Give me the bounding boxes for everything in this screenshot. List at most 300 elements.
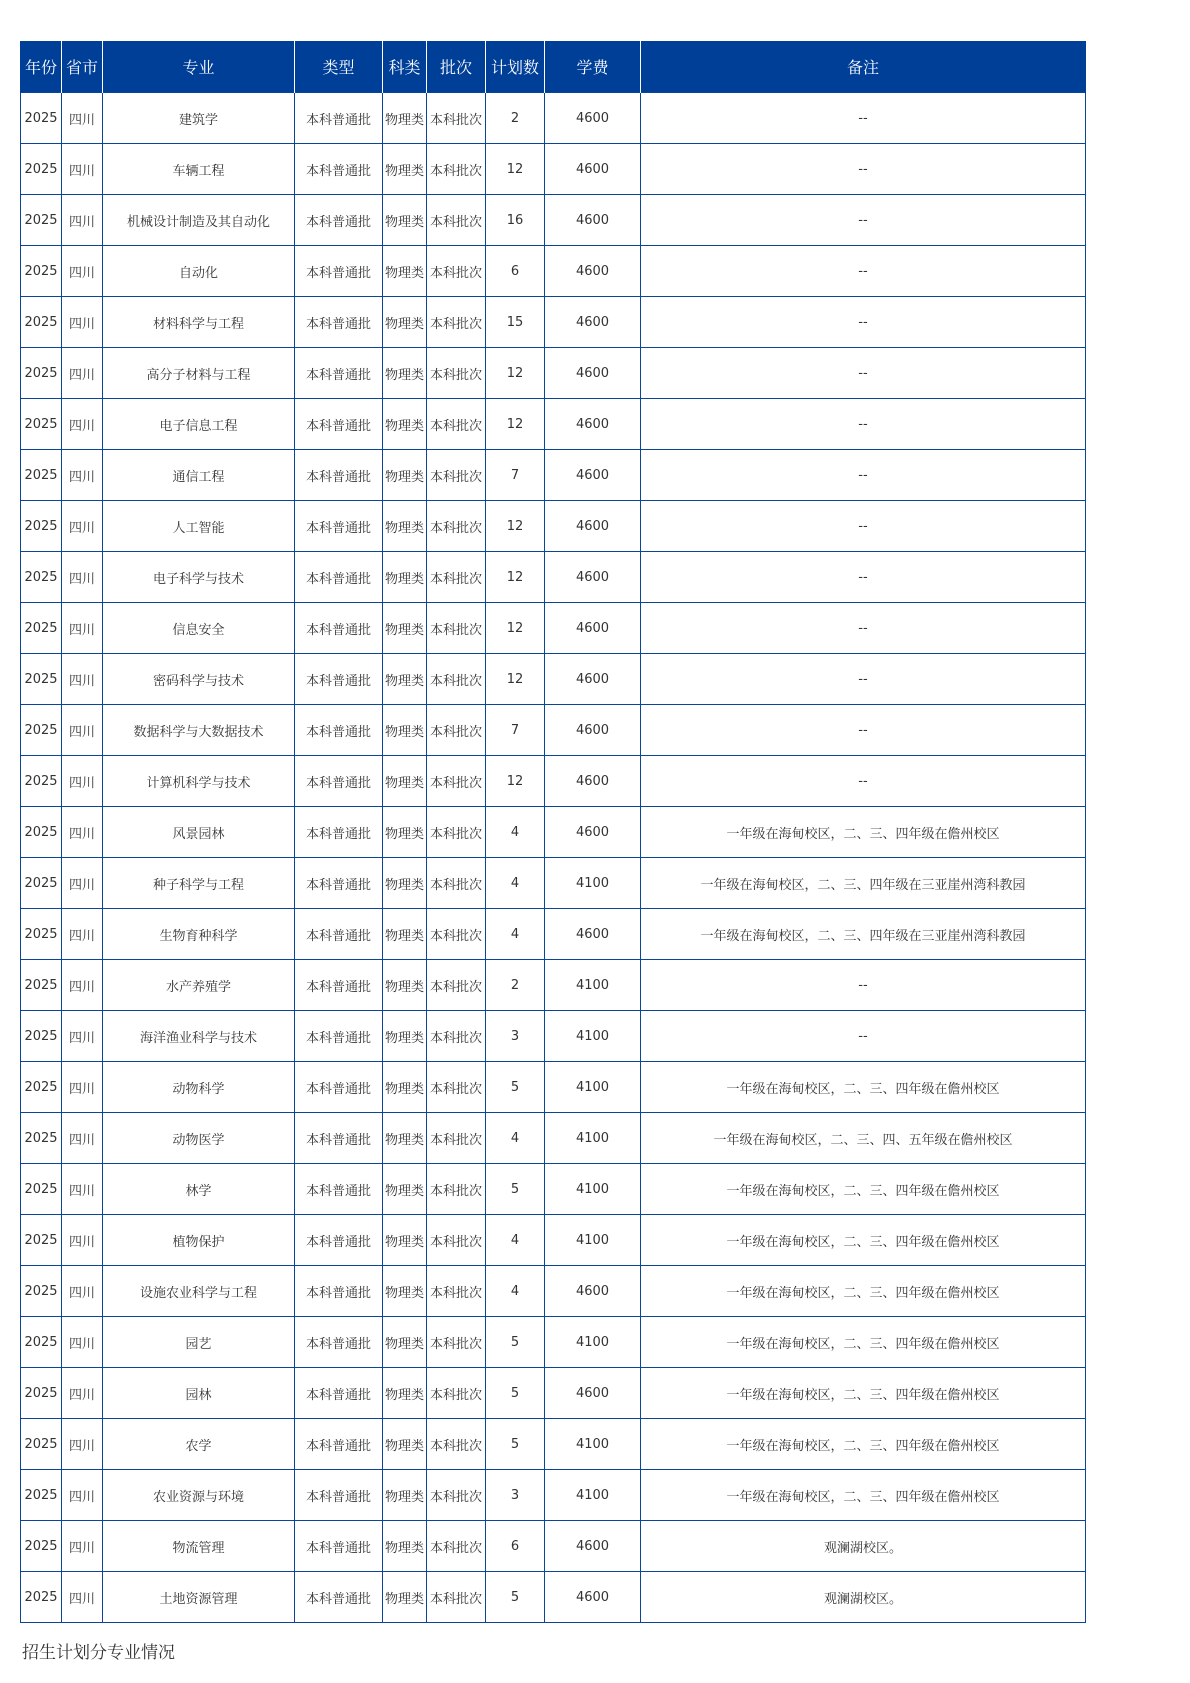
cell-type: 本科普通批 — [295, 1572, 383, 1623]
table-row — [21, 960, 1086, 1011]
cell-batch: 本科批次 — [427, 909, 486, 960]
cell-plan-count: 7 — [486, 705, 545, 756]
cell-batch: 本科批次 — [427, 195, 486, 246]
table-row — [21, 399, 1086, 450]
cell-plan-count: 5 — [486, 1368, 545, 1419]
table-row — [21, 1113, 1086, 1164]
cell-tuition: 4600 — [545, 654, 641, 705]
cell-type: 本科普通批 — [295, 1215, 383, 1266]
table-row — [21, 807, 1086, 858]
cell-major: 电子科学与技术 — [103, 552, 295, 603]
cell-major: 设施农业科学与工程 — [103, 1266, 295, 1317]
cell-major: 种子科学与工程 — [103, 858, 295, 909]
cell-batch: 本科批次 — [427, 1521, 486, 1572]
table-row — [21, 858, 1086, 909]
cell-remarks: -- — [641, 603, 1086, 654]
cell-year: 2025 — [21, 501, 62, 552]
cell-tuition: 4600 — [545, 399, 641, 450]
cell-type: 本科普通批 — [295, 1266, 383, 1317]
cell-subject-category: 物理类 — [383, 297, 427, 348]
cell-plan-count: 2 — [486, 93, 545, 144]
cell-tuition: 4600 — [545, 705, 641, 756]
cell-subject-category: 物理类 — [383, 909, 427, 960]
cell-province: 四川 — [62, 1419, 103, 1470]
cell-type: 本科普通批 — [295, 1368, 383, 1419]
cell-subject-category: 物理类 — [383, 960, 427, 1011]
header-tuition: 学费 — [545, 41, 641, 93]
cell-tuition: 4600 — [545, 1521, 641, 1572]
cell-year: 2025 — [21, 1062, 62, 1113]
table-row — [21, 501, 1086, 552]
cell-major: 车辆工程 — [103, 144, 295, 195]
cell-year: 2025 — [21, 552, 62, 603]
cell-plan-count: 4 — [486, 1215, 545, 1266]
header-major: 专业 — [103, 41, 295, 93]
header-type: 类型 — [295, 41, 383, 93]
cell-plan-count: 12 — [486, 603, 545, 654]
cell-remarks: 一年级在海甸校区，二、三、四年级在儋州校区 — [641, 1164, 1086, 1215]
table-row — [21, 909, 1086, 960]
cell-year: 2025 — [21, 1113, 62, 1164]
cell-major: 动物科学 — [103, 1062, 295, 1113]
enrollment-plan-table-container — [20, 41, 1085, 1623]
cell-province: 四川 — [62, 552, 103, 603]
cell-major: 建筑学 — [103, 93, 295, 144]
cell-batch: 本科批次 — [427, 552, 486, 603]
cell-tuition: 4100 — [545, 1317, 641, 1368]
cell-year: 2025 — [21, 1572, 62, 1623]
cell-province: 四川 — [62, 909, 103, 960]
cell-type: 本科普通批 — [295, 552, 383, 603]
cell-tuition: 4600 — [545, 552, 641, 603]
cell-tuition: 4100 — [545, 1419, 641, 1470]
cell-tuition: 4600 — [545, 348, 641, 399]
cell-subject-category: 物理类 — [383, 501, 427, 552]
cell-province: 四川 — [62, 756, 103, 807]
cell-type: 本科普通批 — [295, 297, 383, 348]
cell-batch: 本科批次 — [427, 705, 486, 756]
cell-batch: 本科批次 — [427, 1470, 486, 1521]
cell-subject-category: 物理类 — [383, 144, 427, 195]
cell-remarks: -- — [641, 399, 1086, 450]
cell-plan-count: 2 — [486, 960, 545, 1011]
cell-batch: 本科批次 — [427, 144, 486, 195]
cell-year: 2025 — [21, 1011, 62, 1062]
cell-major: 农业资源与环境 — [103, 1470, 295, 1521]
cell-major: 生物育种科学 — [103, 909, 295, 960]
cell-year: 2025 — [21, 1164, 62, 1215]
cell-tuition: 4600 — [545, 603, 641, 654]
table-row — [21, 552, 1086, 603]
cell-province: 四川 — [62, 1164, 103, 1215]
cell-plan-count: 5 — [486, 1317, 545, 1368]
cell-remarks: -- — [641, 1011, 1086, 1062]
cell-major: 计算机科学与技术 — [103, 756, 295, 807]
cell-year: 2025 — [21, 246, 62, 297]
cell-province: 四川 — [62, 1572, 103, 1623]
cell-major: 园艺 — [103, 1317, 295, 1368]
table-row — [21, 1572, 1086, 1623]
cell-type: 本科普通批 — [295, 909, 383, 960]
cell-tuition: 4600 — [545, 144, 641, 195]
table-row — [21, 348, 1086, 399]
cell-batch: 本科批次 — [427, 603, 486, 654]
cell-batch: 本科批次 — [427, 1164, 486, 1215]
cell-province: 四川 — [62, 1062, 103, 1113]
cell-major: 信息安全 — [103, 603, 295, 654]
header-year: 年份 — [21, 41, 62, 93]
cell-plan-count: 12 — [486, 552, 545, 603]
cell-subject-category: 物理类 — [383, 807, 427, 858]
cell-major: 机械设计制造及其自动化 — [103, 195, 295, 246]
cell-batch: 本科批次 — [427, 1215, 486, 1266]
cell-major: 自动化 — [103, 246, 295, 297]
cell-batch: 本科批次 — [427, 93, 486, 144]
cell-tuition: 4100 — [545, 1164, 641, 1215]
cell-tuition: 4600 — [545, 756, 641, 807]
cell-type: 本科普通批 — [295, 807, 383, 858]
cell-year: 2025 — [21, 348, 62, 399]
cell-plan-count: 7 — [486, 450, 545, 501]
cell-plan-count: 3 — [486, 1011, 545, 1062]
cell-year: 2025 — [21, 1368, 62, 1419]
cell-major: 植物保护 — [103, 1215, 295, 1266]
cell-plan-count: 4 — [486, 909, 545, 960]
enrollment-plan-table — [20, 41, 1086, 1623]
cell-batch: 本科批次 — [427, 1113, 486, 1164]
cell-remarks: 观澜湖校区。 — [641, 1521, 1086, 1572]
cell-remarks: -- — [641, 450, 1086, 501]
cell-year: 2025 — [21, 960, 62, 1011]
cell-plan-count: 12 — [486, 501, 545, 552]
cell-batch: 本科批次 — [427, 1317, 486, 1368]
cell-plan-count: 5 — [486, 1062, 545, 1113]
table-row — [21, 297, 1086, 348]
cell-batch: 本科批次 — [427, 297, 486, 348]
cell-tuition: 4100 — [545, 858, 641, 909]
cell-batch: 本科批次 — [427, 450, 486, 501]
cell-major: 风景园林 — [103, 807, 295, 858]
table-caption: 招生计划分专业情况 — [22, 1643, 175, 1663]
table-row — [21, 705, 1086, 756]
cell-subject-category: 物理类 — [383, 756, 427, 807]
cell-batch: 本科批次 — [427, 1572, 486, 1623]
cell-province: 四川 — [62, 348, 103, 399]
cell-major: 高分子材料与工程 — [103, 348, 295, 399]
cell-province: 四川 — [62, 246, 103, 297]
cell-year: 2025 — [21, 1266, 62, 1317]
cell-type: 本科普通批 — [295, 399, 383, 450]
cell-year: 2025 — [21, 705, 62, 756]
cell-subject-category: 物理类 — [383, 399, 427, 450]
cell-remarks: -- — [641, 348, 1086, 399]
cell-plan-count: 4 — [486, 1113, 545, 1164]
cell-batch: 本科批次 — [427, 1062, 486, 1113]
table-row — [21, 756, 1086, 807]
cell-batch: 本科批次 — [427, 807, 486, 858]
table-row — [21, 1368, 1086, 1419]
cell-province: 四川 — [62, 1317, 103, 1368]
cell-subject-category: 物理类 — [383, 195, 427, 246]
cell-type: 本科普通批 — [295, 858, 383, 909]
cell-province: 四川 — [62, 450, 103, 501]
cell-remarks: -- — [641, 705, 1086, 756]
cell-tuition: 4600 — [545, 501, 641, 552]
cell-remarks: 一年级在海甸校区，二、三、四年级在儋州校区 — [641, 1470, 1086, 1521]
cell-plan-count: 6 — [486, 1521, 545, 1572]
cell-subject-category: 物理类 — [383, 1521, 427, 1572]
cell-subject-category: 物理类 — [383, 93, 427, 144]
cell-subject-category: 物理类 — [383, 246, 427, 297]
cell-batch: 本科批次 — [427, 654, 486, 705]
cell-type: 本科普通批 — [295, 1419, 383, 1470]
cell-province: 四川 — [62, 858, 103, 909]
cell-year: 2025 — [21, 450, 62, 501]
table-row — [21, 1266, 1086, 1317]
cell-batch: 本科批次 — [427, 348, 486, 399]
cell-remarks: -- — [641, 960, 1086, 1011]
cell-plan-count: 5 — [486, 1164, 545, 1215]
cell-plan-count: 4 — [486, 807, 545, 858]
table-row — [21, 1062, 1086, 1113]
header-remarks: 备注 — [641, 41, 1086, 93]
cell-plan-count: 6 — [486, 246, 545, 297]
cell-subject-category: 物理类 — [383, 1215, 427, 1266]
cell-plan-count: 5 — [486, 1572, 545, 1623]
cell-plan-count: 16 — [486, 195, 545, 246]
cell-major: 园林 — [103, 1368, 295, 1419]
cell-province: 四川 — [62, 1215, 103, 1266]
cell-plan-count: 4 — [486, 858, 545, 909]
cell-plan-count: 12 — [486, 399, 545, 450]
cell-province: 四川 — [62, 93, 103, 144]
cell-tuition: 4600 — [545, 93, 641, 144]
cell-type: 本科普通批 — [295, 246, 383, 297]
cell-plan-count: 3 — [486, 1470, 545, 1521]
cell-subject-category: 物理类 — [383, 552, 427, 603]
cell-tuition: 4600 — [545, 246, 641, 297]
cell-type: 本科普通批 — [295, 1521, 383, 1572]
cell-tuition: 4100 — [545, 1062, 641, 1113]
cell-province: 四川 — [62, 1113, 103, 1164]
cell-type: 本科普通批 — [295, 960, 383, 1011]
cell-major: 数据科学与大数据技术 — [103, 705, 295, 756]
table-row — [21, 1521, 1086, 1572]
cell-year: 2025 — [21, 297, 62, 348]
table-header-row — [21, 41, 1086, 93]
cell-major: 密码科学与技术 — [103, 654, 295, 705]
cell-remarks: -- — [641, 756, 1086, 807]
cell-batch: 本科批次 — [427, 1011, 486, 1062]
cell-tuition: 4600 — [545, 807, 641, 858]
cell-province: 四川 — [62, 705, 103, 756]
table-row — [21, 654, 1086, 705]
cell-tuition: 4100 — [545, 1113, 641, 1164]
cell-type: 本科普通批 — [295, 1062, 383, 1113]
cell-type: 本科普通批 — [295, 603, 383, 654]
cell-subject-category: 物理类 — [383, 1062, 427, 1113]
cell-remarks: -- — [641, 297, 1086, 348]
table-body — [21, 93, 1086, 1623]
cell-tuition: 4600 — [545, 1266, 641, 1317]
cell-remarks: 一年级在海甸校区，二、三、四年级在三亚崖州湾科教园 — [641, 858, 1086, 909]
cell-province: 四川 — [62, 1266, 103, 1317]
cell-batch: 本科批次 — [427, 858, 486, 909]
cell-province: 四川 — [62, 1368, 103, 1419]
cell-remarks: 一年级在海甸校区，二、三、四年级在儋州校区 — [641, 807, 1086, 858]
cell-type: 本科普通批 — [295, 1470, 383, 1521]
table-row — [21, 450, 1086, 501]
cell-year: 2025 — [21, 195, 62, 246]
cell-subject-category: 物理类 — [383, 654, 427, 705]
cell-subject-category: 物理类 — [383, 1113, 427, 1164]
cell-year: 2025 — [21, 93, 62, 144]
cell-province: 四川 — [62, 654, 103, 705]
cell-batch: 本科批次 — [427, 501, 486, 552]
cell-batch: 本科批次 — [427, 960, 486, 1011]
header-plan-count: 计划数 — [486, 41, 545, 93]
cell-year: 2025 — [21, 756, 62, 807]
cell-province: 四川 — [62, 807, 103, 858]
cell-province: 四川 — [62, 297, 103, 348]
cell-province: 四川 — [62, 1470, 103, 1521]
cell-remarks: -- — [641, 144, 1086, 195]
cell-subject-category: 物理类 — [383, 1368, 427, 1419]
header-subject-category: 科类 — [383, 41, 427, 93]
cell-province: 四川 — [62, 399, 103, 450]
cell-type: 本科普通批 — [295, 1011, 383, 1062]
cell-major: 土地资源管理 — [103, 1572, 295, 1623]
cell-major: 海洋渔业科学与技术 — [103, 1011, 295, 1062]
table-row — [21, 1317, 1086, 1368]
cell-tuition: 4100 — [545, 960, 641, 1011]
table-row — [21, 195, 1086, 246]
cell-type: 本科普通批 — [295, 654, 383, 705]
cell-remarks: 一年级在海甸校区，二、三、四年级在儋州校区 — [641, 1215, 1086, 1266]
cell-remarks: -- — [641, 654, 1086, 705]
cell-type: 本科普通批 — [295, 501, 383, 552]
cell-subject-category: 物理类 — [383, 1572, 427, 1623]
cell-major: 电子信息工程 — [103, 399, 295, 450]
cell-subject-category: 物理类 — [383, 858, 427, 909]
cell-tuition: 4600 — [545, 909, 641, 960]
cell-subject-category: 物理类 — [383, 348, 427, 399]
cell-tuition: 4100 — [545, 1215, 641, 1266]
header-province: 省市 — [62, 41, 103, 93]
cell-remarks: -- — [641, 552, 1086, 603]
cell-province: 四川 — [62, 501, 103, 552]
cell-plan-count: 5 — [486, 1419, 545, 1470]
table-row — [21, 1215, 1086, 1266]
cell-batch: 本科批次 — [427, 1266, 486, 1317]
cell-remarks: 一年级在海甸校区，二、三、四年级在儋州校区 — [641, 1368, 1086, 1419]
cell-year: 2025 — [21, 1419, 62, 1470]
cell-batch: 本科批次 — [427, 756, 486, 807]
cell-major: 通信工程 — [103, 450, 295, 501]
cell-major: 人工智能 — [103, 501, 295, 552]
cell-major: 材料科学与工程 — [103, 297, 295, 348]
cell-remarks: 观澜湖校区。 — [641, 1572, 1086, 1623]
cell-type: 本科普通批 — [295, 348, 383, 399]
cell-batch: 本科批次 — [427, 1419, 486, 1470]
cell-year: 2025 — [21, 1470, 62, 1521]
cell-type: 本科普通批 — [295, 1317, 383, 1368]
cell-tuition: 4600 — [545, 450, 641, 501]
cell-tuition: 4100 — [545, 1470, 641, 1521]
cell-type: 本科普通批 — [295, 756, 383, 807]
cell-remarks: 一年级在海甸校区，二、三、四年级在儋州校区 — [641, 1266, 1086, 1317]
cell-tuition: 4100 — [545, 1011, 641, 1062]
cell-year: 2025 — [21, 603, 62, 654]
table-row — [21, 1419, 1086, 1470]
cell-remarks: 一年级在海甸校区，二、三、四年级在三亚崖州湾科教园 — [641, 909, 1086, 960]
cell-subject-category: 物理类 — [383, 603, 427, 654]
cell-type: 本科普通批 — [295, 1113, 383, 1164]
cell-subject-category: 物理类 — [383, 1266, 427, 1317]
cell-remarks: -- — [641, 246, 1086, 297]
table-row — [21, 93, 1086, 144]
cell-type: 本科普通批 — [295, 1164, 383, 1215]
cell-major: 农学 — [103, 1419, 295, 1470]
cell-province: 四川 — [62, 603, 103, 654]
cell-year: 2025 — [21, 144, 62, 195]
cell-major: 林学 — [103, 1164, 295, 1215]
cell-remarks: -- — [641, 501, 1086, 552]
cell-tuition: 4600 — [545, 1572, 641, 1623]
cell-year: 2025 — [21, 1215, 62, 1266]
cell-year: 2025 — [21, 399, 62, 450]
cell-remarks: -- — [641, 195, 1086, 246]
cell-type: 本科普通批 — [295, 144, 383, 195]
table-row — [21, 1011, 1086, 1062]
cell-tuition: 4600 — [545, 297, 641, 348]
cell-remarks: 一年级在海甸校区，二、三、四、五年级在儋州校区 — [641, 1113, 1086, 1164]
cell-type: 本科普通批 — [295, 705, 383, 756]
cell-subject-category: 物理类 — [383, 705, 427, 756]
cell-remarks: 一年级在海甸校区，二、三、四年级在儋州校区 — [641, 1419, 1086, 1470]
cell-type: 本科普通批 — [295, 93, 383, 144]
cell-subject-category: 物理类 — [383, 1419, 427, 1470]
table-row — [21, 1164, 1086, 1215]
cell-tuition: 4600 — [545, 195, 641, 246]
cell-plan-count: 12 — [486, 756, 545, 807]
cell-plan-count: 12 — [486, 348, 545, 399]
cell-major: 水产养殖学 — [103, 960, 295, 1011]
cell-plan-count: 12 — [486, 144, 545, 195]
cell-tuition: 4600 — [545, 1368, 641, 1419]
cell-plan-count: 4 — [486, 1266, 545, 1317]
table-row — [21, 603, 1086, 654]
cell-plan-count: 12 — [486, 654, 545, 705]
cell-subject-category: 物理类 — [383, 1317, 427, 1368]
cell-province: 四川 — [62, 195, 103, 246]
cell-year: 2025 — [21, 1317, 62, 1368]
cell-major: 动物医学 — [103, 1113, 295, 1164]
cell-plan-count: 15 — [486, 297, 545, 348]
cell-year: 2025 — [21, 858, 62, 909]
table-row — [21, 246, 1086, 297]
cell-remarks: 一年级在海甸校区，二、三、四年级在儋州校区 — [641, 1317, 1086, 1368]
cell-type: 本科普通批 — [295, 195, 383, 246]
cell-year: 2025 — [21, 807, 62, 858]
cell-type: 本科普通批 — [295, 450, 383, 501]
cell-subject-category: 物理类 — [383, 450, 427, 501]
cell-major: 物流管理 — [103, 1521, 295, 1572]
header-batch: 批次 — [427, 41, 486, 93]
table-row — [21, 1470, 1086, 1521]
table-row — [21, 144, 1086, 195]
cell-batch: 本科批次 — [427, 246, 486, 297]
